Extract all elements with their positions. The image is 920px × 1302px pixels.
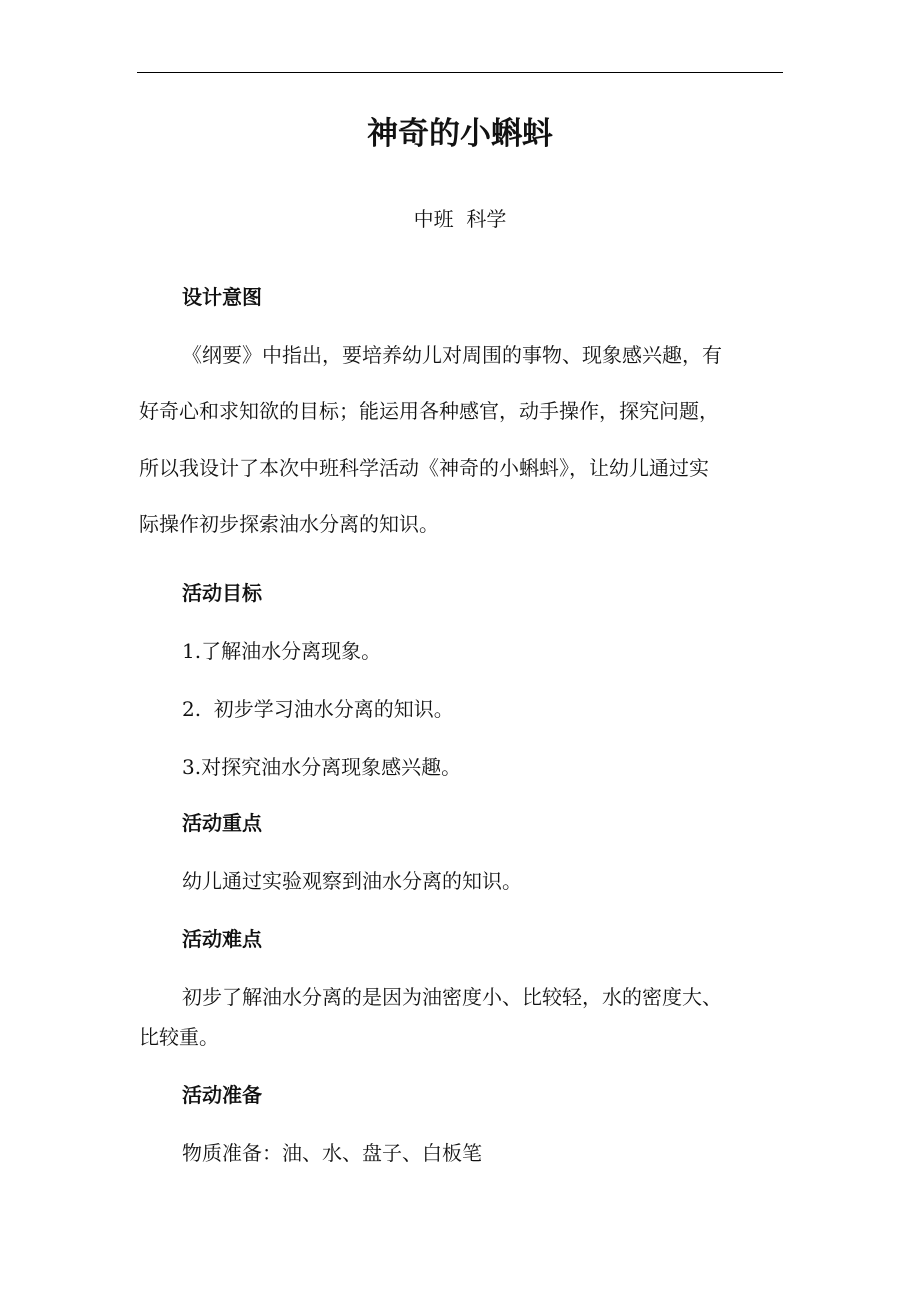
document-title: 神奇的小蝌蚪 xyxy=(367,116,553,152)
design-intent-line-4: 际操作初步探索油水分离的知识。 xyxy=(139,512,439,536)
goal-item-3: 3.对探究油水分离现象感兴趣。 xyxy=(182,755,462,779)
key-point-text: 幼儿通过实验观察到油水分离的知识。 xyxy=(182,869,522,893)
design-intent-line-1: 《纲要》中指出，要培养幼儿对周围的事物、现象感兴趣，有 xyxy=(182,343,722,367)
goal-item-2: 2. 初步学习油水分离的知识。 xyxy=(182,697,454,721)
difficulty-line-1: 初步了解油水分离的是因为油密度小、比较轻，水的密度大、 xyxy=(182,985,722,1009)
preparation-text: 物质准备：油、水、盘子、白板笔 xyxy=(182,1141,482,1165)
goal-item-1: 1.了解油水分离现象。 xyxy=(182,639,382,663)
difficulty-line-2: 比较重。 xyxy=(139,1025,219,1049)
design-intent-line-2: 好奇心和求知欲的目标；能运用各种感官，动手操作，探究问题， xyxy=(139,399,719,423)
section-heading-preparation: 活动准备 xyxy=(182,1083,262,1107)
design-intent-line-3: 所以我设计了本次中班科学活动《神奇的小蝌蚪》，让幼儿通过实 xyxy=(139,456,709,480)
document-subtitle: 中班 科学 xyxy=(413,207,507,231)
header-rule xyxy=(137,72,783,73)
section-heading-goals: 活动目标 xyxy=(182,581,262,605)
section-heading-key-point: 活动重点 xyxy=(182,811,262,835)
section-heading-design-intent: 设计意图 xyxy=(182,285,262,309)
section-heading-difficulty: 活动难点 xyxy=(182,927,262,951)
